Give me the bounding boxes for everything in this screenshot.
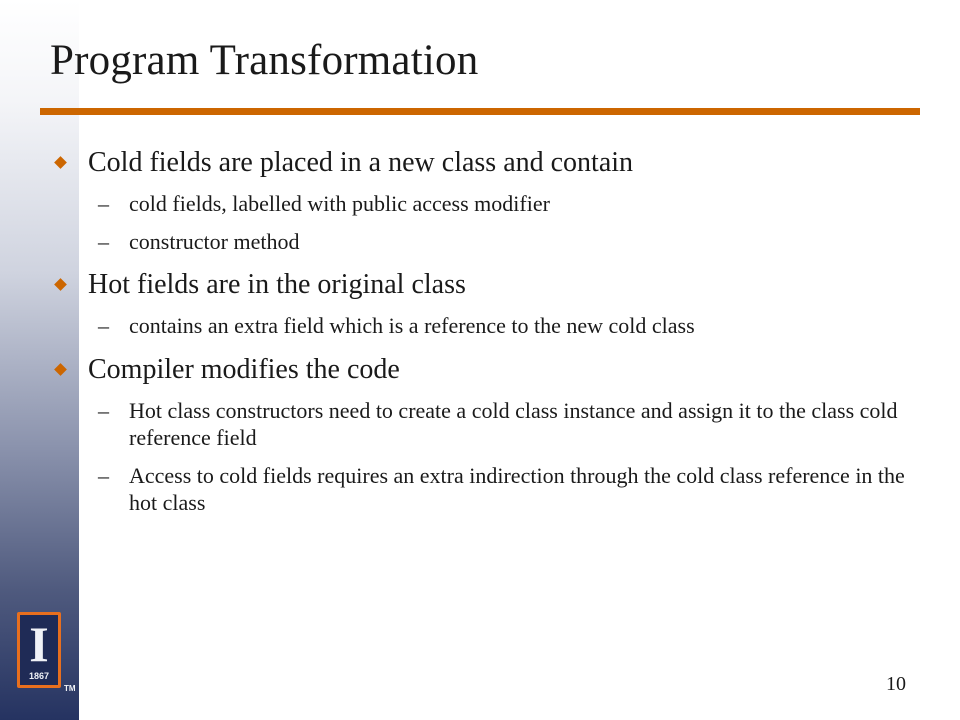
sub-item-text: Access to cold fields requires an extra indirection through the cold class reference in the hot class: [129, 463, 905, 515]
diamond-bullet-icon: [54, 156, 67, 169]
diamond-bullet-icon: [54, 363, 67, 376]
logo-block-i-icon: [20, 615, 58, 685]
trademark-mark: TM: [64, 684, 76, 693]
bullet-text: Cold fields are placed in a new class and contain: [88, 147, 634, 178]
dash-icon: –: [98, 398, 109, 423]
title-divider: [40, 108, 920, 115]
bullet-item: [52, 268, 912, 302]
sub-item-text: constructor method: [129, 229, 300, 254]
dash-icon: –: [98, 313, 109, 338]
sub-item-text: contains an extra field which is a reference to the new cold class: [129, 313, 695, 338]
bullet-text: Compiler modifies the code: [88, 354, 400, 385]
sub-item-text: cold fields, labelled with public access modifier: [129, 191, 550, 216]
sub-item: [52, 397, 912, 451]
sub-item-text: Hot class constructors need to create a cold class instance and assign it to the class cold reference field: [129, 398, 898, 450]
dash-icon: –: [98, 463, 109, 488]
logo-letter: I: [29, 616, 49, 672]
slide-content: [52, 140, 912, 516]
bullet-item: [52, 146, 912, 180]
sub-item: [52, 462, 912, 516]
sub-item: [52, 190, 912, 217]
sub-item: [52, 228, 912, 255]
diamond-bullet-icon: [54, 278, 67, 291]
university-logo: [17, 612, 61, 688]
sub-item: [52, 312, 912, 339]
bullet-text: Hot fields are in the original class: [88, 269, 466, 300]
logo-year: 1867: [28, 671, 50, 681]
slide-title: Program Transformation: [50, 37, 479, 84]
slide-number: 10: [886, 673, 906, 695]
dash-icon: –: [98, 191, 109, 216]
dash-icon: –: [98, 229, 109, 254]
bullet-item: [52, 353, 912, 387]
